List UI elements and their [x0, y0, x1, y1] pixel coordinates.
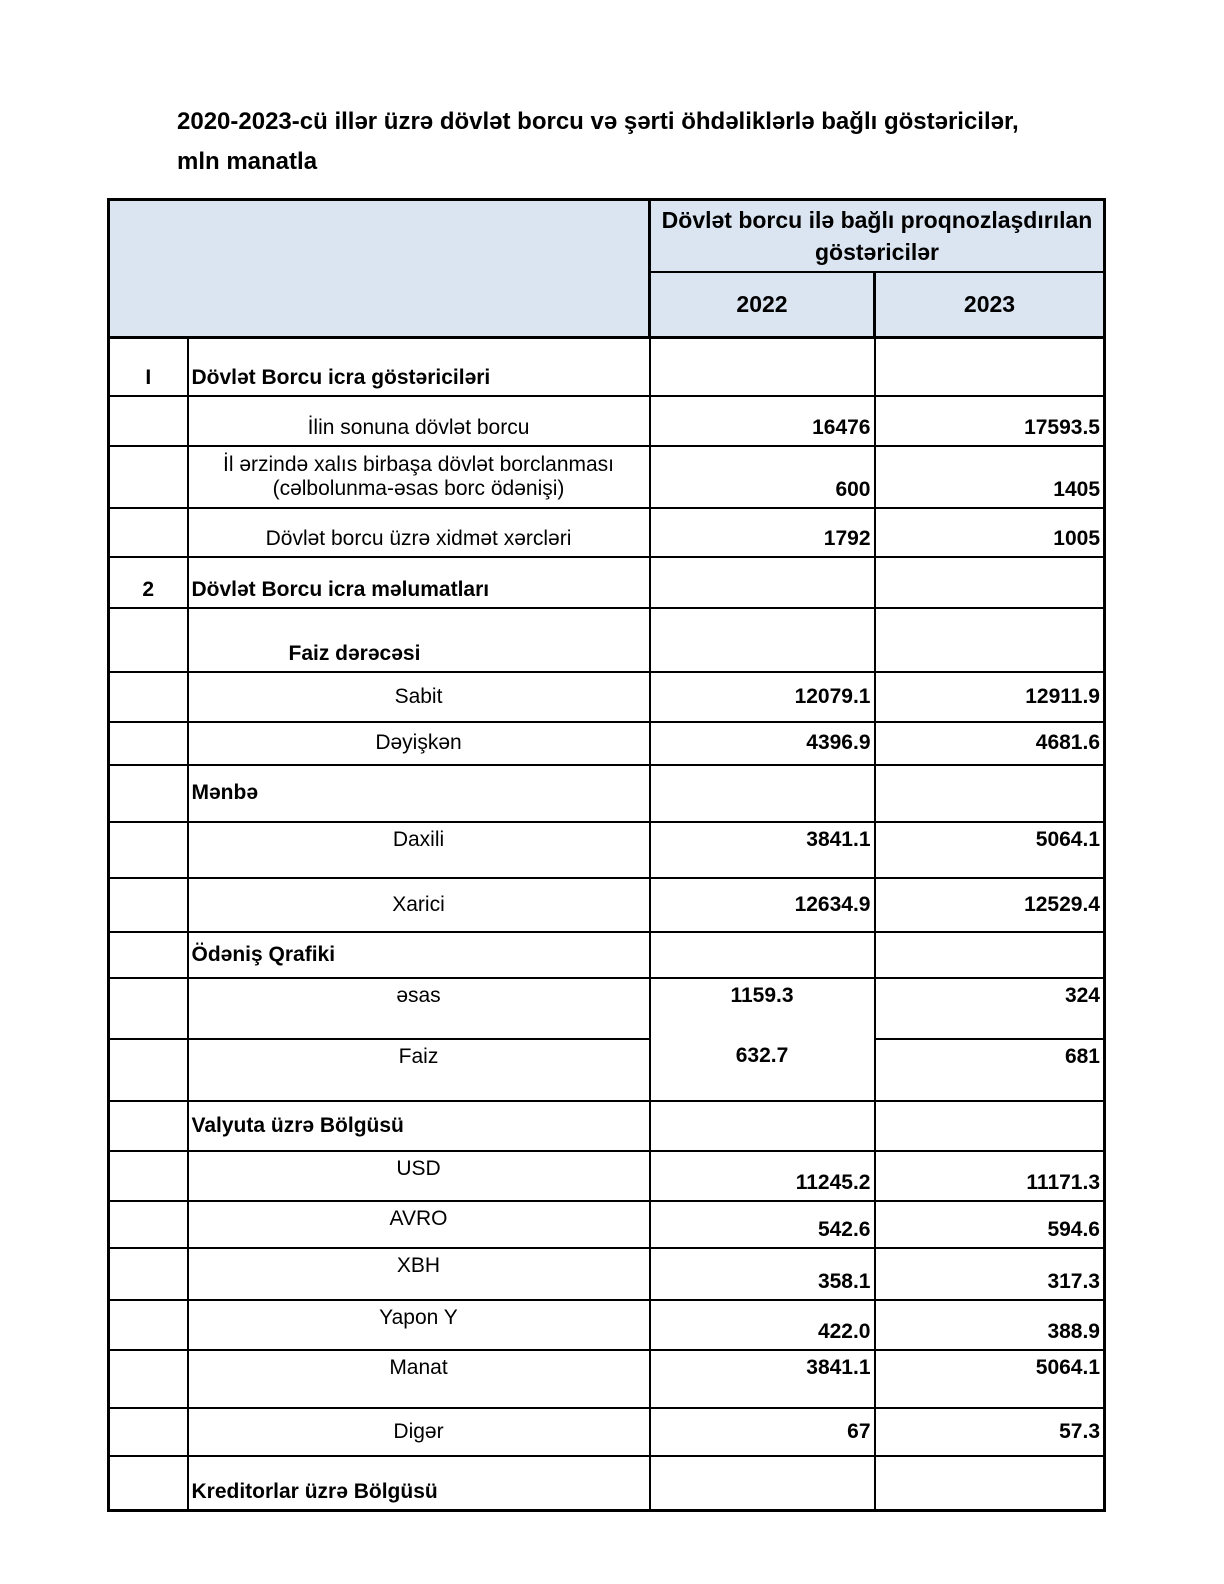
page-title-line1: 2020-2023-cü illər üzrə dövlət borcu və şərti öhdəliklərlə bağlı göstəricilər, [177, 108, 1019, 135]
row-label-cell: Valyuta üzrə Bölgüsü [188, 1101, 650, 1151]
value-2022-cell: 1792 [650, 508, 875, 557]
table-row [109, 878, 1105, 932]
value-2023-cell [875, 1101, 1105, 1151]
row-label-cell: Faiz dərəcəsi [188, 608, 650, 672]
row-label-cell: Digər [188, 1408, 650, 1456]
row-index-cell [109, 1039, 188, 1101]
row-index-cell: 2 [109, 557, 188, 608]
row-label-cell: Dəyişkən [188, 722, 650, 765]
value-2023-cell [875, 765, 1105, 822]
row-index-cell: I [109, 338, 188, 396]
value-2023-cell: 594.6 [875, 1201, 1105, 1248]
row-label-cell: Sabit [188, 672, 650, 722]
value-2022-cell: 12634.9 [650, 878, 875, 932]
debt-table [107, 198, 1106, 1512]
row-index-cell [109, 508, 188, 557]
table-row [109, 508, 1105, 557]
value-2022-cell: 358.1 [650, 1248, 875, 1300]
table-row [109, 396, 1105, 446]
page-title-line2: mln manatla [177, 148, 318, 175]
value-2022-cell: 542.6 [650, 1201, 875, 1248]
header-row-group [109, 200, 1105, 272]
value-2023-cell: 1405 [875, 446, 1105, 508]
row-index-cell [109, 1151, 188, 1201]
row-index-cell [109, 608, 188, 672]
value-2023-cell: 681 [875, 1039, 1105, 1101]
value-2023-cell [875, 338, 1105, 396]
row-label-cell: Dövlət Borcu icra göstəriciləri [188, 338, 650, 396]
table-row [109, 672, 1105, 722]
page-title [177, 102, 1167, 182]
row-label-cell: Mənbə [188, 765, 650, 822]
table-row-section-2 [109, 557, 1105, 608]
row-index-cell [109, 822, 188, 878]
table-corner-cell [109, 200, 650, 338]
table-row [109, 1039, 1105, 1101]
row-label-cell: Faiz [188, 1039, 650, 1101]
value-2022-cell [650, 765, 875, 822]
value-2022-cell: 11245.2 [650, 1151, 875, 1201]
table-row [109, 1350, 1105, 1408]
row-index-cell [109, 446, 188, 508]
table-row [109, 446, 1105, 508]
value-2022-cell: 12079.1 [650, 672, 875, 722]
row-index-cell [109, 1300, 188, 1350]
value-2022-cell: 1159.3 [650, 978, 875, 1039]
row-index-cell [109, 765, 188, 822]
table-row [109, 1151, 1105, 1201]
row-label-cell: Manat [188, 1350, 650, 1408]
value-2023-cell [875, 608, 1105, 672]
table-row-section-1 [109, 338, 1105, 396]
value-2023-cell: 5064.1 [875, 1350, 1105, 1408]
year-2023-header: 2023 [875, 272, 1105, 338]
value-2022-cell: 4396.9 [650, 722, 875, 765]
value-2023-cell: 11171.3 [875, 1151, 1105, 1201]
table-row-section [109, 765, 1105, 822]
row-index-cell [109, 978, 188, 1039]
value-2022-cell: 600 [650, 446, 875, 508]
value-2023-cell: 1005 [875, 508, 1105, 557]
row-label-cell: Kreditorlar üzrə Bölgüsü [188, 1456, 650, 1511]
row-index-cell [109, 1408, 188, 1456]
value-2023-cell [875, 1456, 1105, 1511]
row-index-cell [109, 672, 188, 722]
row-index-cell [109, 1248, 188, 1300]
row-index-cell [109, 1201, 188, 1248]
table-row-section [109, 932, 1105, 978]
table-row [109, 1408, 1105, 1456]
table-row [109, 1201, 1105, 1248]
value-2022-cell: 3841.1 [650, 822, 875, 878]
group-header-cell: Dövlət borcu ilə bağlı proqnozlaşdırılan göstəricilər [650, 200, 1105, 272]
row-label-cell: İlin sonuna dövlət borcu [188, 396, 650, 446]
table-row [109, 978, 1105, 1039]
row-label-cell: USD [188, 1151, 650, 1201]
row-index-cell [109, 1456, 188, 1511]
row-label-cell: Dövlət borcu üzrə xidmət xərcləri [188, 508, 650, 557]
row-label-cell: XBH [188, 1248, 650, 1300]
row-index-cell [109, 396, 188, 446]
row-label-cell: Ödəniş Qrafiki [188, 932, 650, 978]
row-index-cell [109, 1350, 188, 1408]
value-2023-cell [875, 557, 1105, 608]
value-2022-cell: 632.7 [650, 1039, 875, 1101]
row-label-cell: əsas [188, 978, 650, 1039]
value-2022-cell: 422.0 [650, 1300, 875, 1350]
value-2022-cell [650, 1456, 875, 1511]
value-2023-cell: 17593.5 [875, 396, 1105, 446]
value-2023-cell: 12529.4 [875, 878, 1105, 932]
value-2022-cell: 16476 [650, 396, 875, 446]
row-label-cell: Xarici [188, 878, 650, 932]
row-index-cell [109, 1101, 188, 1151]
row-index-cell [109, 722, 188, 765]
row-label-cell: Daxili [188, 822, 650, 878]
value-2023-cell: 317.3 [875, 1248, 1105, 1300]
value-2023-cell: 57.3 [875, 1408, 1105, 1456]
value-2023-cell: 324 [875, 978, 1105, 1039]
value-2022-cell [650, 338, 875, 396]
value-2022-cell [650, 557, 875, 608]
year-2022-header: 2022 [650, 272, 875, 338]
row-label-cell: AVRO [188, 1201, 650, 1248]
value-2023-cell [875, 932, 1105, 978]
value-2023-cell: 12911.9 [875, 672, 1105, 722]
value-2023-cell: 388.9 [875, 1300, 1105, 1350]
table-row [109, 1248, 1105, 1300]
value-2023-cell: 5064.1 [875, 822, 1105, 878]
row-index-cell [109, 878, 188, 932]
row-label-cell: Yapon Y [188, 1300, 650, 1350]
table-row [109, 608, 1105, 672]
value-2022-cell: 3841.1 [650, 1350, 875, 1408]
value-2022-cell [650, 1101, 875, 1151]
table-row [109, 722, 1105, 765]
table-row-section [109, 1456, 1105, 1511]
row-label-cell: İl ərzində xalıs birbaşa dövlət borclanması (cəlbolunma-əsas borc ödənişi) [188, 446, 650, 508]
value-2022-cell [650, 608, 875, 672]
row-label-cell: Dövlət Borcu icra məlumatları [188, 557, 650, 608]
table-row [109, 1300, 1105, 1350]
table-row-section [109, 1101, 1105, 1151]
value-2023-cell: 4681.6 [875, 722, 1105, 765]
table-row [109, 822, 1105, 878]
value-2022-cell: 67 [650, 1408, 875, 1456]
row-index-cell [109, 932, 188, 978]
value-2022-cell [650, 932, 875, 978]
